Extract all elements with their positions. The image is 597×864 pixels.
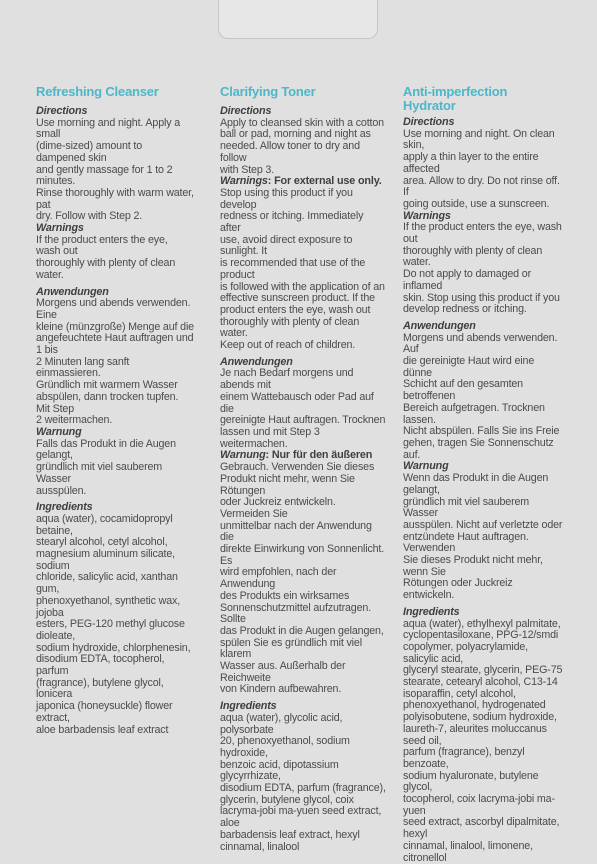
- body-line: isoparaffin, cetyl alcohol,: [403, 687, 516, 700]
- body-line: glyceryl stearate, glycerin, PEG-75: [403, 664, 563, 677]
- column-anti-imperfection-hydrator: [403, 85, 563, 864]
- body-line: (dime-sized) amount to dampened skin: [36, 140, 142, 164]
- body-line: barbadensis leaf extract, hexyl: [220, 828, 360, 841]
- body-line: gründlich mit viel sauberem Wasser: [36, 461, 163, 485]
- body-line: Do not apply to damaged or inflamed: [403, 268, 531, 292]
- body-line: sodium hyaluronate, butylene glycol,: [403, 769, 539, 794]
- body-line: 20, phenoxyethanol, sodium hydroxide,: [220, 735, 350, 759]
- body-line: copolymer, polyacrylamide, salicylic acid,: [403, 640, 528, 665]
- body-line: Rinse thoroughly with warm water, pat: [36, 186, 194, 211]
- body-line: lacryma-jobi ma-yuen seed extract, aloe: [220, 805, 382, 830]
- body-line: develop redness or itching.: [403, 303, 527, 316]
- body-line: ausspülen. Nicht auf verletzte oder: [403, 518, 563, 531]
- body-line: redness or itching. Immediately after: [220, 210, 364, 235]
- section-body: [36, 298, 194, 427]
- body-line: benzoic acid, dipotassium glycyrrhizate,: [220, 758, 339, 783]
- body-line: Schicht auf den gesamten betroffenen: [403, 378, 523, 403]
- body-line: disodium EDTA, tocopherol, parfum: [36, 653, 165, 678]
- body-line: 2 weitermachen.: [36, 414, 113, 427]
- body-line: cyclopentasiloxane, PPG-12/smdi: [403, 629, 559, 642]
- product-title-line: Hydrator: [403, 98, 456, 113]
- body-line: area. Allow to dry. Do not rinse off. If: [403, 174, 560, 199]
- body-line: Produkt nicht mehr, wenn Sie Rötungen: [220, 472, 355, 497]
- body-line: apply a thin layer to the entire affected: [403, 151, 539, 175]
- body-line: aqua (water), ethylhexyl palmitate,: [403, 617, 561, 630]
- section-heading-label: Ingredients: [403, 605, 460, 618]
- section-body: [220, 713, 386, 853]
- body-line: Keep out of reach of children.: [220, 339, 356, 352]
- body-line: aqua (water), glycolic acid, polysorbate: [220, 711, 343, 736]
- body-line: Gebrauch. Verwenden Sie dieses: [220, 461, 375, 474]
- body-line: unmittelbar nach der Anwendung die: [220, 519, 372, 544]
- section-body: [36, 439, 194, 498]
- body-line: Morgens und abends verwenden. Auf: [403, 331, 558, 356]
- body-line: glycerin, butylene glycol, coix: [220, 793, 354, 806]
- body-line: des Produkts ein wirksames: [220, 589, 350, 602]
- column-refreshing-cleanser: [36, 85, 194, 736]
- section-heading-label: Anwendungen: [403, 319, 476, 332]
- product-title: [220, 85, 386, 99]
- body-line: Wasser aus. Außerhalb der Reichweite: [220, 660, 346, 684]
- body-line: die gereinigte Haut wird eine dünne: [403, 355, 535, 379]
- body-line: product enters the eye, wash out: [220, 303, 371, 316]
- body-line: einem Wattebausch oder Pad auf die: [220, 390, 374, 415]
- section-heading-warnung: [36, 427, 194, 439]
- product-title-line: Anti-imperfection: [403, 84, 508, 99]
- section-heading-tail: : For external use only.: [267, 175, 382, 188]
- body-line: and gently massage for 1 to 2 minutes.: [36, 163, 173, 188]
- section-body: [220, 462, 386, 696]
- section-body: [220, 368, 386, 450]
- body-line: laureth-7, aleurites moluccanus seed oil,: [403, 722, 547, 747]
- product-title: [403, 85, 563, 113]
- section-heading-label: Directions: [220, 105, 272, 117]
- body-line: polyisobutene, sodium hydroxide,: [403, 711, 557, 724]
- body-line: aloe barbadensis leaf extract: [36, 723, 169, 736]
- body-line: spülen Sie es gründlich mit viel klarem: [220, 636, 362, 661]
- body-line: Sie dieses Produkt nicht mehr, wenn Sie: [403, 554, 543, 578]
- body-line: gereinigte Haut auftragen. Trocknen: [220, 414, 386, 427]
- body-line: parfum (fragrance), benzyl benzoate,: [403, 746, 525, 770]
- section-heading-label: Anwendungen: [220, 355, 293, 368]
- section-heading-warnings: [36, 223, 194, 235]
- body-line: wird empfohlen, nach der Anwendung: [220, 566, 337, 591]
- body-line: Use morning and night. Apply a small: [36, 116, 181, 141]
- body-line: Rötungen oder Juckreiz entwickeln.: [403, 577, 513, 602]
- section-heading-tail: : Nur für den äußeren: [265, 449, 373, 462]
- body-line: skin. Stop using this product if you: [403, 291, 560, 304]
- section-heading-ingredients: [403, 607, 563, 619]
- body-line: sodium hydroxide, chlorphenesin,: [36, 641, 191, 654]
- section-heading-directions: [403, 117, 563, 129]
- body-line: use, avoid direct exposure to sunlight. It: [220, 233, 353, 258]
- box-tab-cutout: [218, 0, 378, 39]
- body-line: Sonnenschutzmittel aufzutragen. Sollte: [220, 601, 372, 626]
- body-line: gehen, tragen Sie Sonnenschutz auf.: [403, 436, 554, 461]
- body-line: thoroughly with plenty of clean water.: [220, 315, 360, 340]
- body-line: cinnamal, linalool: [220, 840, 300, 853]
- body-line: tocopherol, coix lacryma-jobi ma-yuen: [403, 793, 555, 817]
- body-line: thoroughly with plenty of clean water.: [36, 257, 176, 281]
- section-heading-label: Directions: [36, 105, 88, 117]
- body-line: esters, PEG-120 methyl glucose dioleate,: [36, 618, 185, 642]
- section-body: [403, 333, 563, 462]
- body-line: dry. Follow with Step 2.: [36, 210, 143, 223]
- section-heading-anwendungen: [403, 321, 563, 333]
- body-line: If the product enters the eye, wash out: [403, 221, 562, 246]
- body-line: chloride, salicylic acid, xanthan gum,: [36, 571, 178, 596]
- body-line: is followed with the application of an: [220, 280, 385, 293]
- body-line: lassen und mit Step 3 weitermachen.: [220, 425, 320, 450]
- section-body: [403, 222, 563, 316]
- column-clarifying-toner: [220, 85, 386, 853]
- section-body: [36, 118, 194, 223]
- body-line: entzündete Haut auftragen. Verwenden: [403, 530, 529, 555]
- body-line: Wenn das Produkt in die Augen gelangt,: [403, 472, 549, 496]
- body-line: das Produkt in die Augen gelangen,: [220, 624, 384, 637]
- section-heading-label: Warnung: [36, 425, 82, 438]
- body-line: disodium EDTA, parfum (fragrance),: [220, 782, 386, 795]
- section-body: [403, 619, 563, 864]
- body-line: going outside, use a sunscreen.: [403, 197, 550, 210]
- body-line: is recommended that use of the product: [220, 257, 366, 281]
- section-body: [220, 118, 386, 177]
- body-line: Morgens und abends verwenden. Eine: [36, 297, 191, 321]
- product-title-line: Clarifying Toner: [220, 84, 316, 99]
- body-line: Gründlich mit warmem Wasser: [36, 379, 178, 392]
- section-heading-directions: [220, 106, 386, 118]
- section-heading-directions: [36, 106, 194, 118]
- body-line: von Kindern aufbewahren.: [220, 683, 342, 696]
- section-body: [403, 473, 563, 602]
- body-line: kleine (münzgroße) Menge auf die: [36, 320, 194, 333]
- body-line: oder Juckreiz entwickeln. Vermeiden Sie: [220, 496, 336, 520]
- body-line: If the product enters the eye, wash out: [36, 233, 168, 258]
- body-line: Je nach Bedarf morgens und abends mit: [220, 367, 354, 392]
- body-line: magnesium aluminum silicate, sodium: [36, 548, 175, 572]
- section-heading-label: Directions: [403, 116, 455, 128]
- body-line: Apply to cleansed skin with a cotton: [220, 116, 384, 129]
- section-body: [403, 129, 563, 211]
- body-line: Falls das Produkt in die Augen gelangt,: [36, 437, 176, 462]
- body-line: cinnamal, linalool, limonene, citronellol: [403, 839, 533, 864]
- section-heading-label: Warnings: [36, 222, 84, 235]
- section-heading-label: Ingredients: [220, 700, 277, 713]
- body-line: direkte Einwirkung von Sonnenlicht. Es: [220, 543, 385, 567]
- body-line: Nicht abspülen. Falls Sie ins Freie: [403, 425, 560, 438]
- section-heading-label: Warnings: [220, 175, 268, 188]
- body-line: effective sunscreen product. If the: [220, 292, 375, 305]
- body-line: Bereich aufgetragen. Trocknen lassen.: [403, 401, 545, 426]
- section-heading-label: Ingredients: [36, 501, 93, 514]
- product-title: [36, 85, 194, 99]
- body-line: Use morning and night. On clean skin,: [403, 127, 555, 152]
- section-heading-label: Warnung: [220, 449, 266, 462]
- body-line: with Step 3.: [220, 163, 275, 176]
- body-line: 2 Minuten lang sanft einmassieren.: [36, 355, 130, 380]
- body-line: stearate, cetearyl alcohol, C13-14: [403, 676, 558, 689]
- section-heading-label: Anwendungen: [36, 285, 109, 298]
- body-line: stearyl alcohol, cetyl alcohol,: [36, 536, 168, 549]
- product-title-line: Refreshing Cleanser: [36, 84, 159, 99]
- body-line: gründlich mit viel sauberem Wasser: [403, 495, 530, 520]
- body-line: ball or pad, morning and night as: [220, 128, 371, 141]
- body-line: (fragrance), butylene glycol, lonicera: [36, 676, 164, 701]
- section-heading-label: Warnung: [403, 460, 449, 473]
- body-line: thoroughly with plenty of clean water.: [403, 244, 543, 269]
- section-body: [220, 188, 386, 352]
- body-line: japonica (honeysuckle) flower extract,: [36, 700, 173, 724]
- body-line: needed. Allow toner to dry and follow: [220, 140, 360, 164]
- section-heading-label: Warnings: [403, 209, 451, 222]
- body-line: phenoxyethanol, hydrogenated: [403, 699, 546, 712]
- body-line: aqua (water), cocamidopropyl betaine,: [36, 512, 173, 537]
- body-line: abspülen, dann trocken tupfen. Mit Step: [36, 390, 179, 415]
- body-line: angefeuchtete Haut auftragen und 1 bis: [36, 332, 194, 357]
- section-body: [36, 514, 194, 736]
- body-line: ausspülen.: [36, 484, 87, 497]
- body-line: Stop using this product if you develop: [220, 186, 353, 211]
- section-body: [36, 235, 194, 282]
- body-line: seed extract, ascorbyl dipalmitate, hexyl: [403, 816, 560, 841]
- body-line: phenoxyethanol, synthetic wax, jojoba: [36, 594, 181, 619]
